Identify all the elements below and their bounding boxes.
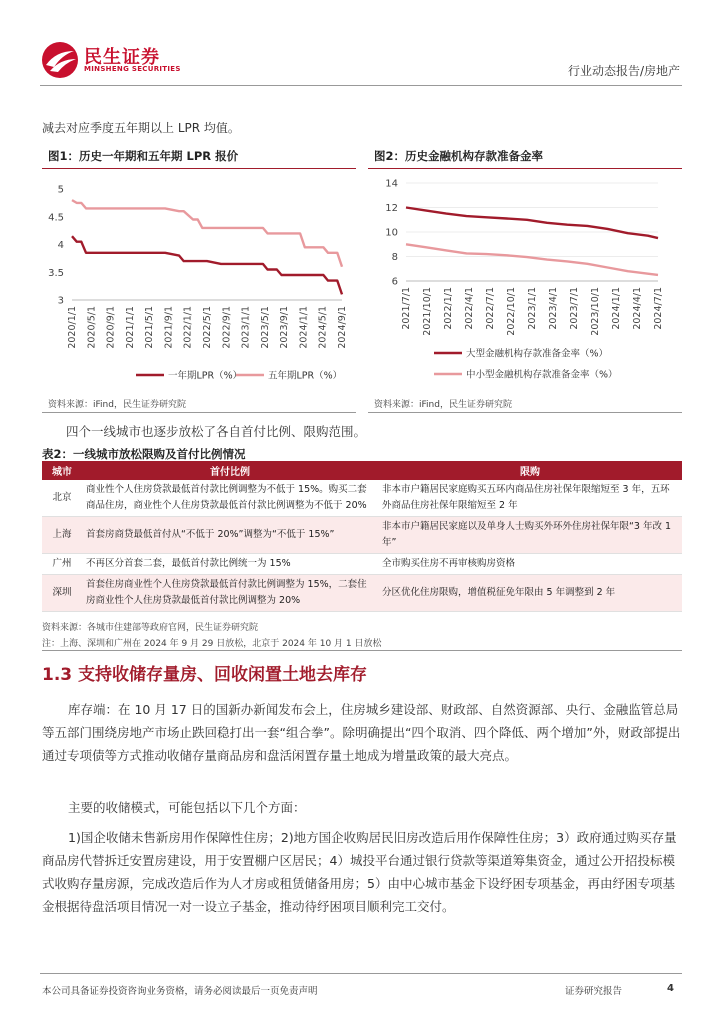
table-row [42,575,682,612]
figure2-rrr-chart [368,170,682,392]
x-tick-label: 2023/5/1 [259,306,271,349]
city-cell: 深圳 [42,575,82,612]
figure2-title: 图2：历史金融机构存款准备金率 [374,149,543,163]
y-tick-label: 6 [391,276,398,288]
y-tick-label: 4.5 [48,212,64,224]
x-tick-label: 2023/10/1 [590,287,601,336]
x-tick-label: 2020/9/1 [105,306,117,349]
city-cell: 广州 [42,554,82,575]
intro-text: 减去对应季度五年期以上 LPR 均值。 [42,121,240,135]
x-tick-label: 2023/7/1 [569,287,580,330]
logo-chinese-name: 民生证券 [84,47,160,68]
legend-label: 一年期LPR（%） [168,370,243,382]
header-purchase-limit: 限购 [378,461,682,480]
figure1-lpr-chart [42,170,356,392]
y-tick-label: 3 [57,295,64,307]
figure1-bottom-rule [42,412,356,413]
company-logo [40,41,180,79]
city-cell: 上海 [42,517,82,554]
y-tick-label: 4 [57,240,64,251]
legend-label: 中小型金融机构存款准备金率（%） [466,369,618,381]
legend-label: 五年期LPR（%） [268,370,343,382]
down-payment-cell: 首套房商贷最低首付从“不低于 20%”调整为“不低于 15%” [82,517,378,554]
table-header-row [42,461,682,480]
header-divider [40,85,682,86]
series-line-1 [406,208,658,239]
figure1-title-rule [42,168,356,169]
x-tick-label: 2024/9/1 [337,306,348,349]
x-tick-label: 2023/1/1 [240,306,252,349]
body-paragraph-inventory: 库存端：在 10 月 17 日的国新办新闻发布会上，住房城乡建设部、财政部、自然资源部、央行、金融监管总局等五部门围绕房地产市场止跌回稳打出一套“组合拳”。除明确提出“四个取消、四个降低、两个增加”外，财政部提出通过专项债等方式推动收储存量商品房和盘活闲置存量土地成为增量政策的最大亮点。 [42,702,681,763]
x-tick-label: 2021/10/1 [422,287,433,336]
x-tick-label: 2024/4/1 [632,287,643,330]
down-payment-cell: 商业性个人住房贷款最低首付款比例调整为不低于 15%。购买二套商品住房，商业性个人住房贷款最低首付款比例调整为不低于 20% [82,480,378,517]
header-down-payment: 首付比例 [82,461,378,480]
y-tick-label: 14 [385,178,398,190]
y-tick-label: 8 [391,252,398,263]
policy-table [42,461,682,612]
table2-title: 表2：一线城市放松限购及首付比例情况 [42,447,246,461]
x-tick-label: 2022/10/1 [506,287,517,336]
footer-divider [40,973,682,974]
x-tick-label: 2022/5/1 [202,306,213,349]
y-tick-label: 3.5 [48,267,64,279]
y-tick-label: 5 [57,184,64,196]
footer-report-type: 证券研究报告 [565,986,623,997]
series-line-2 [72,200,342,267]
header-city: 城市 [42,461,82,480]
x-tick-label: 2022/1/1 [443,287,454,330]
x-tick-label: 2023/4/1 [548,287,559,330]
table-row [42,517,682,554]
table-row [42,554,682,575]
report-category: 行业动态报告/房地产 [567,64,680,78]
table2-note: 注：上海、深圳和广州在 2024 年 9 月 29 日放松，北京于 2024 年 10 月 1 日放松 [42,639,382,649]
body-paragraph-cities: 四个一线城市也逐步放松了各自首付比例、限购范围。 [66,424,367,439]
x-tick-label: 2023/9/1 [279,306,291,349]
logo-english-name: MINSHENG SECURITIES [84,65,181,73]
x-tick-label: 2024/5/1 [317,306,329,349]
x-tick-label: 2024/7/1 [653,287,664,330]
x-tick-label: 2024/1/1 [611,287,622,330]
footer-disclaimer: 本公司具备证券投资咨询业务资格，请务必阅读最后一页免责声明 [42,986,318,997]
figure1-title: 图1：历史一年期和五年期 LPR 报价 [48,149,239,163]
x-tick-label: 2020/5/1 [86,306,98,349]
series-line-2 [406,244,658,275]
x-tick-label: 2021/9/1 [163,306,175,349]
series-line-1 [72,236,342,294]
x-tick-label: 2023/1/1 [527,287,538,330]
purchase-limit-cell: 非本市户籍居民家庭购买五环内商品住房社保年限缩短至 3 年，五环外商品住房社保年限缩短至 2 年 [378,480,682,517]
x-tick-label: 2021/1/1 [124,306,136,349]
x-tick-label: 2024/1/1 [298,306,310,349]
figure2-title-rule [368,168,682,169]
body-paragraph-modes-intro: 主要的收储模式，可能包括以下几个方面： [68,800,306,815]
purchase-limit-cell: 全市购买住房不再审核购房资格 [378,554,682,575]
down-payment-cell: 首套住房商业性个人住房贷款最低首付款比例调整为 15%，二套住房商业性个人住房贷款最低首付款比例调整为 20% [82,575,378,612]
x-tick-label: 2022/7/1 [485,287,496,330]
logo-emblem-icon [40,41,80,79]
purchase-limit-cell: 非本市户籍居民家庭以及单身人士购买外环外住房社保年限“3 年改 1 年” [378,517,682,554]
x-tick-label: 2021/7/1 [401,287,412,330]
x-tick-label: 2022/1/1 [182,306,194,349]
x-tick-label: 2022/9/1 [221,306,233,349]
page-number: 4 [667,983,674,994]
city-cell: 北京 [42,480,82,517]
body-paragraph-modes-list: 1)国企收储未售新房用作保障性住房；2)地方国企收购居民旧房改造后用作保障性住房；3）政府通过购买存量商品房代替拆迁安置房建设，用于安置棚户区居民；4）城投平台通过银行贷款等渠道筹集资金，通过公开招投标模式收购存量房源，完成改造后作为人才房或租赁储备用房；5）由中心城市基金下设纾困专项基金，再由纾困专项基金根据待盘活项目情况一对一设立子基金，推动待纾困项目顺利完工交付。 [42,830,677,914]
purchase-limit-cell: 分区优化住房限购，增值税征免年限由 5 年调整到 2 年 [378,575,682,612]
x-tick-label: 2020/1/1 [67,306,78,349]
x-tick-label: 2022/4/1 [464,287,475,330]
table-row [42,480,682,517]
down-payment-cell: 不再区分首套二套，最低首付款比例统一为 15% [82,554,378,575]
figure2-source: 资料来源：iFind，民生证券研究院 [374,400,512,410]
figure1-source: 资料来源：iFind，民生证券研究院 [48,400,186,410]
x-tick-label: 2021/5/1 [144,306,156,349]
figure2-bottom-rule [368,412,682,413]
legend-label: 大型金融机构存款准备金率（%） [466,348,609,360]
section-title: 1.3 支持收储存量房、回收闲置土地去库存 [42,665,368,685]
y-tick-label: 12 [385,203,398,214]
table2-source: 资料来源：各城市住建部等政府官网，民生证券研究院 [42,623,259,633]
table2-bottom-rule [42,650,682,651]
y-tick-label: 10 [385,227,398,239]
